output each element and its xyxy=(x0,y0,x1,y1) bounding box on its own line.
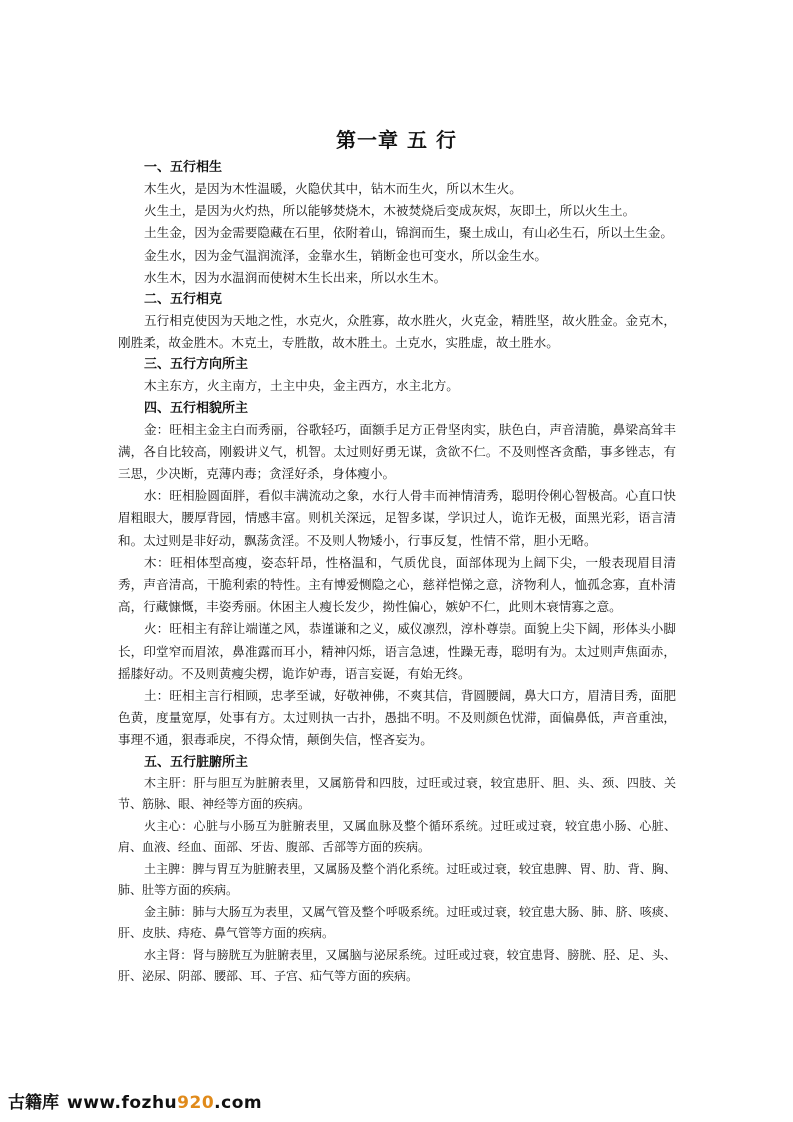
paragraph: 土主脾：脾与胃互为脏腑表里，又属肠及整个消化系统。过旺或过衰，较宜患脾、胃、肋、背、胸、肺、肚等方面的疾病。 xyxy=(118,861,676,898)
paragraph: 木：旺相体型高瘦，姿态轩昂，性格温和，气质优良，面部体现为上阔下尖，一般表现眉目清秀，声音清高，干脆利索的特性。主有博爱恻隐之心，慈祥恺悌之意，济物利人，恤孤念寡，直朴清高，行藏慷慨，丰姿秀丽。休困主人瘦长发少，拗性偏心，嫉妒不仁，此则木衰情寡之意。 xyxy=(118,554,676,615)
paragraph: 水生木，因为水温润而使树木生长出来，所以水生木。 xyxy=(144,269,447,285)
paragraph: 金：旺相主金主白而秀丽，谷歌轻巧，面额手足方正骨坚肉实，肤色白，声音清脆，鼻梁高耸丰满，各自比较高，刚毅讲义气，机智。太过则好勇无谋，贪欲不仁。不及则悭吝贪酷，事多锉志，有三思，少决断，克薄内毒；贪淫好杀，身体瘦小。 xyxy=(118,421,676,482)
url-suffix: .com xyxy=(214,1093,263,1113)
paragraph: 木主东方，火主南方，土主中央，金主西方，水主北方。 xyxy=(144,378,459,394)
paragraph: 木生火，是因为木性温暖，火隐伏其中，钻木而生火，所以木生火。 xyxy=(144,181,522,196)
site-name: 古籍库 xyxy=(8,1093,59,1113)
paragraph: 水：旺相脸圆面胖，看似丰满流动之象，水行人骨丰而神情清秀，聪明伶俐心智极高。心直口快眉粗眼大，腰厚背园，情感丰富。则机关深远，足智多谋，学识过人，诡诈无极，面黑光彩，语言清和。太过则是非好动，飘荡贪淫。不及则人物矮小，行事反复，性情不常，胆小无略。 xyxy=(118,488,676,548)
document-body xyxy=(118,157,676,988)
paragraph: 火：旺相主有辞让端谨之风，恭谨谦和之义，威仪凛烈，淳朴尊崇。面貌上尖下阔，形体头小脚长，印堂窄而眉浓，鼻准露而耳小，精神闪烁，语言急速，性躁无毒，聪明有为。太过则声焦面赤，摇膝好动。不及则黄瘦尖楞，诡诈妒毒，语言妄诞，有始无终。 xyxy=(118,621,676,681)
section-heading: 四、五行相貌所主 xyxy=(144,400,249,416)
paragraph: 土生金，因为金需要隐藏在石里，依附着山，锦润而生，聚土成山，有山必生石，所以土生金。 xyxy=(144,225,673,241)
url-number: 920 xyxy=(177,1093,215,1113)
section-heading: 五、五行脏腑所主 xyxy=(144,754,249,770)
paragraph: 火主心：心脏与小肠互为脏腑表里，又属血脉及整个循环系统。过旺或过衰，较宜患小肠、心脏、肩、血液、经血、面部、牙齿、腹部、舌部等方面的疾病。 xyxy=(118,818,676,855)
paragraph: 土：旺相主言行相顾，忠孝至诚，好敬神佛，不爽其信，背圆腰阔，鼻大口方，眉清目秀，面肥色黄，度量宽厚，处事有方。太过则执一古扑，愚拙不明。不及则颜色忧滞，面偏鼻低，声音重浊，事理不通，狠毒乖戾，不得众情，颠倒失信，悭吝妄为。 xyxy=(118,688,676,748)
paragraph: 木主肝：肝与胆互为脏腑表里，又属筋骨和四肢，过旺或过衰，较宜患肝、胆、头、颈、四肢、关节、筋脉、眼、神经等方面的疾病。 xyxy=(118,775,676,812)
paragraph: 水主肾：肾与膀胱互为脏腑表里，又属脑与泌尿系统。过旺或过衰，较宜患肾、膀胱、胫、足、头、肝、泌尿、阴部、腰部、耳、子宫、疝气等方面的疾病。 xyxy=(118,947,676,984)
section-heading: 三、五行方向所主 xyxy=(144,357,249,373)
paragraph: 火生土，是因为火灼热，所以能够焚烧木，木被焚烧后变成灰烬，灰即土，所以火生土。 xyxy=(144,203,636,219)
paragraph: 金生水，因为金气温润流泽，金靠水生，销断金也可变水，所以金生水。 xyxy=(144,247,547,263)
paragraph: 五行相克使因为天地之性，水克火，众胜寡，故水胜火，火克金，精胜坚，故火胜金。金克木，刚胜柔，故金胜木。木克土，专胜散，故木胜土。土克水，实胜虚，故土胜水。 xyxy=(118,313,676,351)
url-prefix: www.fozhu xyxy=(67,1093,178,1113)
chapter-title: 第一章 五 行 xyxy=(336,128,457,152)
paragraph: 金主肺：肺与大肠互为表里，又属气管及整个呼吸系统。过旺或过衰，较宜患大肠、肺、脐、咳痰、肝、皮肤、痔疮、鼻气管等方面的疾病。 xyxy=(118,904,676,941)
watermark-footer xyxy=(8,1088,262,1114)
section-heading: 一、五行相生 xyxy=(144,160,223,175)
section-heading: 二、五行相克 xyxy=(144,292,223,308)
site-url xyxy=(67,1093,262,1113)
